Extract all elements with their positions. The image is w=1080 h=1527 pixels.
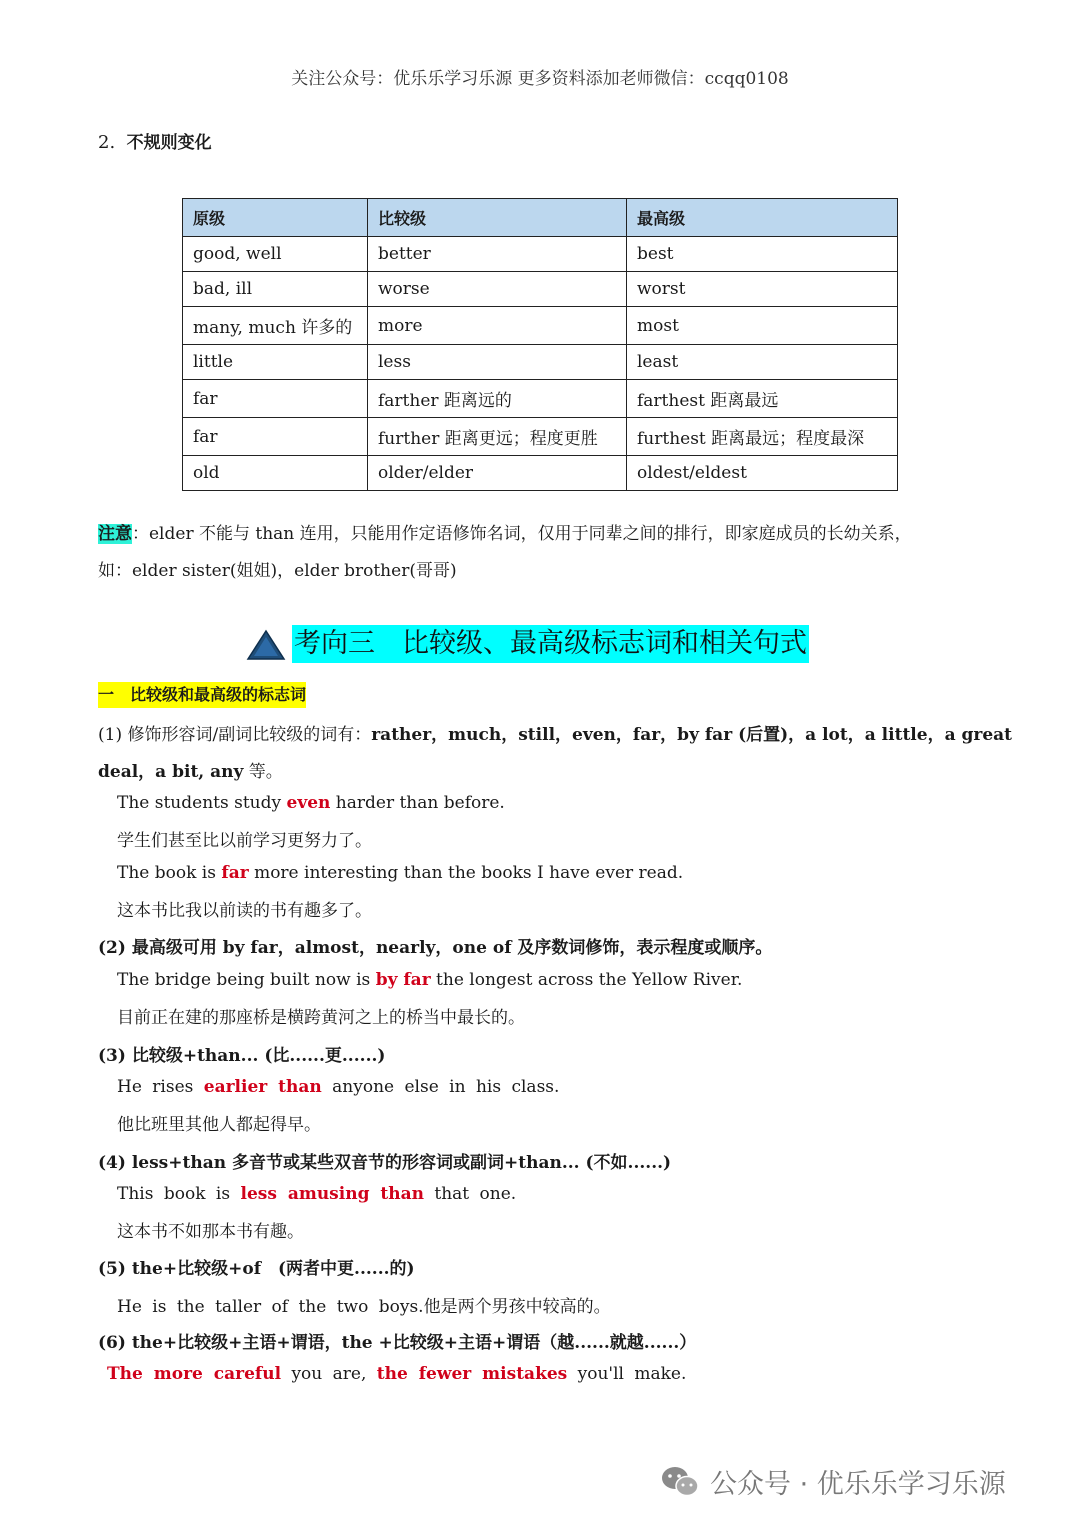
wechat-icon: [660, 1465, 700, 1499]
table-cell: worse: [368, 272, 627, 307]
table-cell: farthest 距离最远: [627, 380, 898, 418]
item-2-heading: (2) 最高级可用 by far，almost，nearly，one of 及序数词修饰，表示程度或顺序。: [98, 938, 773, 958]
item-3-heading: (3) 比较级+than... (比......更......): [98, 1046, 386, 1066]
item-1-words-cont: deal，a bit, any: [98, 762, 244, 782]
column-header: 最高级: [627, 199, 898, 237]
example-text: The students study: [117, 793, 287, 813]
example-highlight: even: [286, 793, 331, 813]
table-cell: far: [183, 380, 368, 418]
item-1-words: rather，much，still，even，far，by far (后置)，a lot，a little，a great: [371, 725, 1013, 745]
table-cell: good, well: [183, 237, 368, 272]
table-cell: bad, ill: [183, 272, 368, 307]
table-cell: farther 距离远的: [368, 380, 627, 418]
example-text: you are,: [281, 1364, 377, 1384]
table-cell: oldest/eldest: [627, 456, 898, 491]
note-text: ：elder 不能与 than 连用，只能用作定语修饰名词，仅用于同辈之间的排行，即家庭成员的长幼关系，: [132, 524, 912, 544]
item-1-prefix: (1) 修饰形容词/副词比较级的词有：: [98, 725, 372, 745]
table-cell: better: [368, 237, 627, 272]
example-highlight: far: [221, 863, 249, 883]
example-text: you'll make.: [567, 1364, 687, 1384]
table-cell: furthest 距离最远；程度最深: [627, 418, 898, 456]
example-1-en: [117, 793, 505, 813]
example-text: The bridge being built now is: [117, 970, 376, 990]
item-2-example-en: [117, 970, 742, 990]
section-3-title-text: 考向三 比较级、最高级标志词和相关句式: [292, 625, 809, 663]
table-row: [183, 272, 898, 307]
note-line-1: [98, 519, 912, 544]
table-cell: older/elder: [368, 456, 627, 491]
table-cell: many, much 许多的: [183, 307, 368, 345]
item-1-line-1: [98, 720, 1012, 745]
item-6-heading: (6) the+比较级+主语+谓语，the +比较级+主语+谓语（越......就越......）: [98, 1333, 697, 1353]
example-text: that one.: [423, 1184, 517, 1204]
example-text: the longest across the Yellow River.: [430, 970, 743, 990]
example-text: This book is: [117, 1184, 241, 1204]
item-1-line-2: [98, 757, 283, 782]
section-title: 不规则变化: [126, 133, 212, 153]
example-highlight: less amusing than: [240, 1184, 424, 1204]
table-row: [183, 456, 898, 491]
example-highlight: by far: [375, 970, 431, 990]
note-line-2: 如：elder sister(姐姐)，elder brother(哥哥): [98, 561, 457, 581]
table-cell: best: [627, 237, 898, 272]
column-header: 比较级: [368, 199, 627, 237]
example-text: The book is: [117, 863, 222, 883]
example-1-cn: 学生们甚至比以前学习更努力了。: [117, 831, 372, 851]
section-2-heading: [98, 128, 212, 153]
item-1-suffix: 等。: [243, 762, 283, 782]
item-3-example-en: [117, 1077, 559, 1097]
section-number: 2.: [98, 132, 116, 153]
example-highlight: earlier than: [203, 1077, 322, 1097]
table-cell: more: [368, 307, 627, 345]
note-label: 注意: [98, 524, 132, 544]
table-header-row: [183, 199, 898, 237]
irregular-comparison-table: [182, 198, 898, 491]
table-cell: old: [183, 456, 368, 491]
example-highlight: The more careful: [107, 1364, 282, 1384]
example-2-cn: 这本书比我以前读的书有趣多了。: [117, 901, 372, 921]
page-header: 关注公众号：优乐乐学习乐源 更多资料添加老师微信：ccqq0108: [291, 69, 789, 89]
example-text: He rises: [117, 1077, 204, 1097]
table-row: [183, 307, 898, 345]
example-text: more interesting than the books I have ever read.: [248, 863, 684, 883]
example-text: anyone else in his class.: [321, 1077, 560, 1097]
example-highlight: the fewer mistakes: [376, 1364, 568, 1384]
example-text: harder than before.: [330, 793, 505, 813]
table-cell: further 距离更远；程度更胜: [368, 418, 627, 456]
table-cell: worst: [627, 272, 898, 307]
table-cell: least: [627, 345, 898, 380]
table-row: [183, 237, 898, 272]
item-2-example-cn: 目前正在建的那座桥是横跨黄河之上的桥当中最长的。: [117, 1008, 525, 1028]
item-4-heading: (4) less+than 多音节或某些双音节的形容词或副词+than... (不如......): [98, 1153, 672, 1173]
item-3-example-cn: 他比班里其他人都起得早。: [117, 1115, 321, 1135]
item-4-example-en: [117, 1184, 516, 1204]
table-cell: far: [183, 418, 368, 456]
watermark-text: 公众号 · 优乐乐学习乐源: [710, 1469, 1006, 1500]
table-row: [183, 345, 898, 380]
example-2-en: [117, 863, 683, 883]
table-cell: most: [627, 307, 898, 345]
wechat-watermark: [660, 1462, 1006, 1501]
item-5-heading: (5) the+比较级+of (两者中更......的): [98, 1259, 415, 1279]
subsection-1-heading: 一 比较级和最高级的标志词: [98, 682, 306, 708]
table-cell: little: [183, 345, 368, 380]
item-4-example-cn: 这本书不如那本书有趣。: [117, 1222, 304, 1242]
table-row: [183, 380, 898, 418]
triangle-icon: [246, 629, 286, 661]
item-6-example: [107, 1364, 686, 1384]
item-5-example: He is the taller of the two boys.他是两个男孩中较高的。: [117, 1297, 611, 1317]
column-header: 原级: [183, 199, 368, 237]
table-cell: less: [368, 345, 627, 380]
table-row: [183, 418, 898, 456]
